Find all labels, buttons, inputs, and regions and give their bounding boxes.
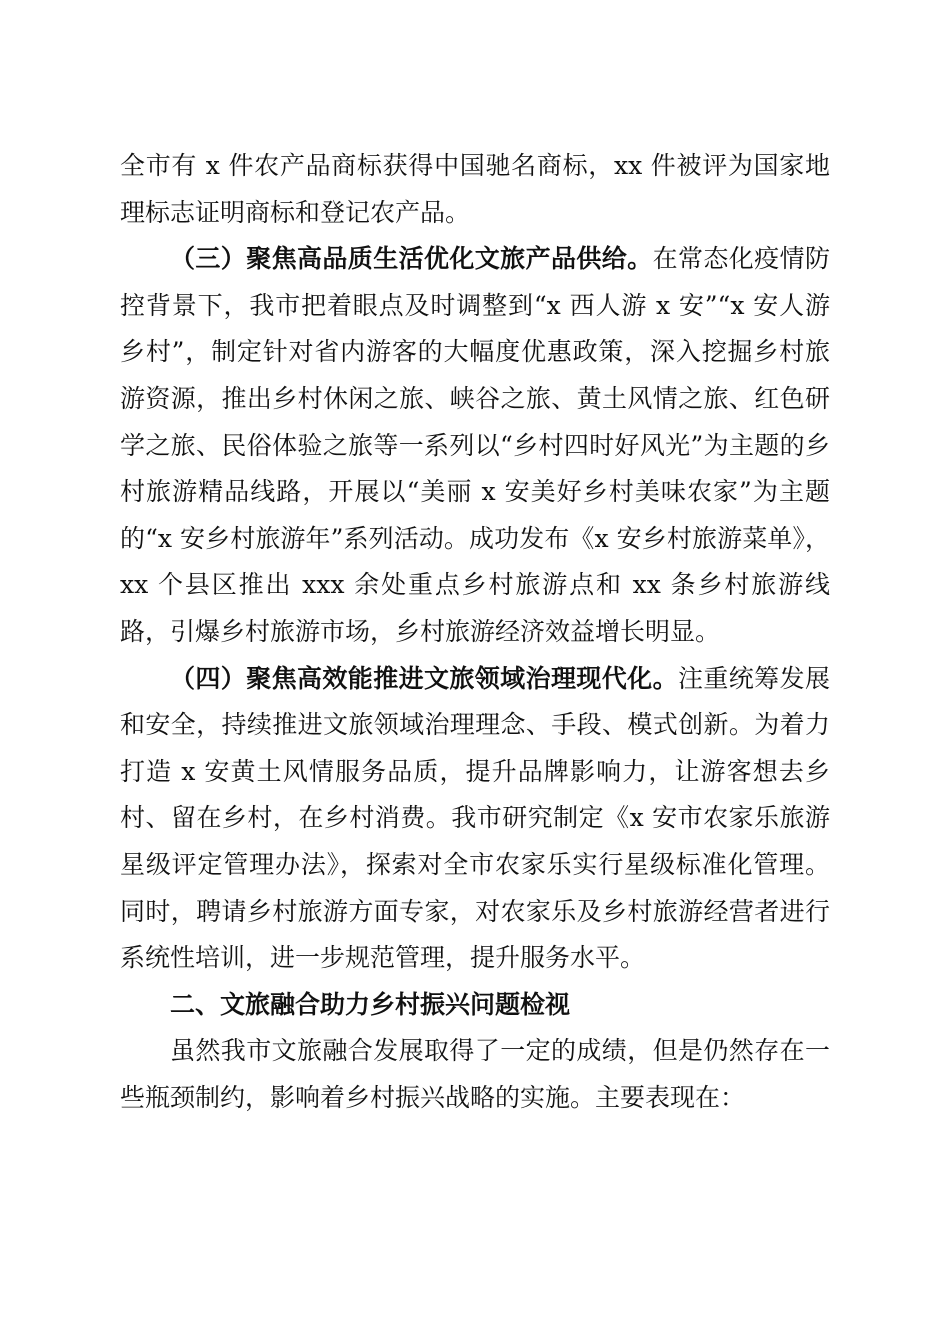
paragraph-section-3: [120, 236, 830, 655]
paragraph-text: 注重统筹发展和安全，持续推进文旅领域治理理念、手段、模式创新。为着力打造 x 安黄土风情服务品质，提升品牌影响力，让游客想去乡村、留在乡村，在乡村消费。我市研究制定《x 安市农家乐旅游星级评定管理办法》，探索对全市农家乐实行星级标准化管理。同时，聘请乡村旅游方面专家，对农家乐及乡村旅游经营者进行系统性培训，进一步规范管理，提升服务水平。: [120, 663, 830, 973]
paragraph-text: 全市有 x 件农产品商标获得中国驰名商标，xx 件被评为国家地理标志证明商标和登记农产品。: [120, 151, 830, 227]
paragraph-lead-heading: （四）聚焦高效能推进文旅领域治理现代化。: [170, 663, 678, 693]
paragraph-text: 在常态化疫情防控背景下，我市把着眼点及时调整到“x 西人游 x 安”“x 安人游乡村”，制定针对省内游客的大幅度优惠政策，深入挖掘乡村旅游资源，推出乡村休闲之旅、峡谷之旅、黄土风情之旅、红色研学之旅、民俗体验之旅等一系列以“乡村四时好风光”为主题的乡村旅游精品线路，开展以“美丽 x 安美好乡村美味农家”为主题的“x 安乡村旅游年”系列活动。成功发布《x 安乡村旅游菜单》，xx 个县区推出 xxx 余处重点乡村旅游点和 xx 条乡村旅游线路，引爆乡村旅游市场，乡村旅游经济效益增长明显。: [120, 244, 830, 646]
paragraph-lead-heading: （三）聚焦高品质生活优化文旅产品供给。: [170, 244, 653, 274]
paragraph-continued: [120, 143, 830, 236]
paragraph-closing: 虽然我市文旅融合发展取得了一定的成绩，但是仍然存在一些瓶颈制约，影响着乡村振兴战略的实施。主要表现在：: [120, 1036, 830, 1112]
document-page: [120, 143, 830, 1121]
section-heading: 二、文旅融合助力乡村振兴问题检视: [170, 989, 571, 1019]
paragraph-section-4: [120, 656, 830, 982]
